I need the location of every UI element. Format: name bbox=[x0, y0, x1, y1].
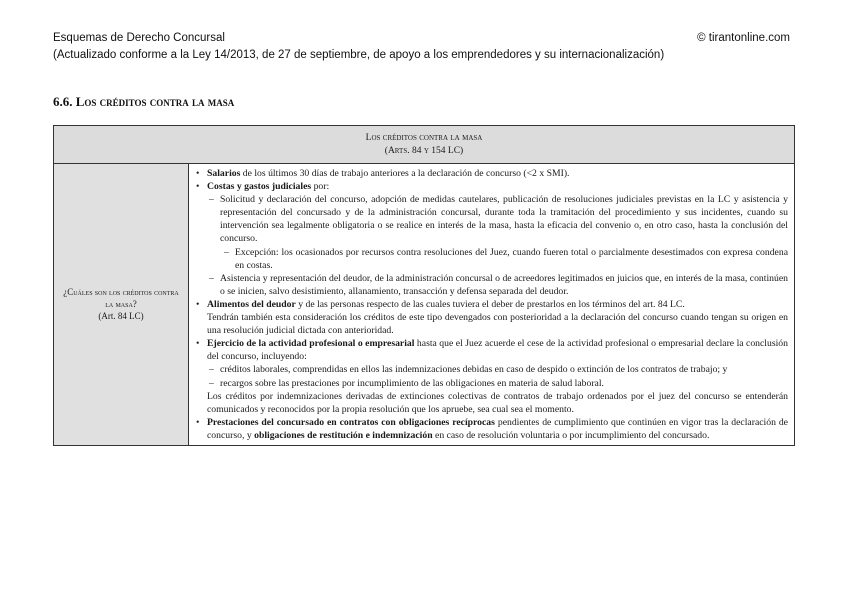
document-title: Esquemas de Derecho Concursal bbox=[53, 32, 225, 44]
item-costas: • Costas y gastos judiciales por: bbox=[195, 180, 788, 193]
table-header bbox=[54, 126, 795, 164]
copyright-notice: © tirantonline.com bbox=[697, 32, 790, 44]
alimentos-paragraph: Tendrán también esta consideración los créditos de este tipo devengados con posterioridad a la declaración del concurso cuando tengan su origen en una resolución judicial dictada con anterioridad. bbox=[207, 312, 788, 337]
row-content bbox=[189, 164, 795, 446]
item-alimentos: • Alimentos del deudor y de las personas respecto de las cuales tuviera el deber de prestarlos en los términos del art. 84 LC. bbox=[195, 298, 788, 311]
document-subtitle: (Actualizado conforme a la Ley 14/2013, de 27 de septiembre, de apoyo a los emprendedores y su internacionalización) bbox=[53, 49, 665, 61]
item-salarios: • Salarios de los últimos 30 días de trabajo anteriores a la declaración de concurso (<2 x SMI). bbox=[195, 167, 788, 180]
row-label-article: (Art. 84 LC) bbox=[98, 311, 144, 322]
table-header-title: Los créditos contra la masa bbox=[365, 133, 483, 143]
row-label-question: ¿Cuáles son los créditos contra la masa? bbox=[63, 287, 179, 310]
credits-table bbox=[53, 125, 795, 446]
costas-sub-solicitud: – Solicitud y declaración del concurso, adopción de medidas cautelares, publicación de resoluciones judiciales previstas en la LC y asistencia y representación del concursado y de la administración concursal, durante toda la tramitación del procedimiento y sus incidentes, cuando su intervención sea legalmente obligatoria o se realice en interés de la masa, hasta la eficacia del convenio o, en otro caso, hasta la conclusión del concurso. bbox=[195, 193, 788, 245]
item-ejercicio: • Ejercicio de la actividad profesional o empresarial hasta que el Juez acuerde el cese de la actividad profesional o empresarial declare la conclusión del concurso, incluyendo: bbox=[195, 337, 788, 363]
ejercicio-sub-laborales: – créditos laborales, comprendidas en ellos las indemnizaciones debidas en caso de despido o extinción de los contratos de trabajo; y bbox=[195, 363, 788, 376]
item-prestaciones: • Prestaciones del concursado en contratos con obligaciones recíprocas pendientes de cumplimiento que continúen en vigor tras la declaración de concurso, y obligaciones de restitución e indemnización en caso de resolución voluntaria o por incumplimiento del concursado. bbox=[195, 416, 788, 442]
section-title: 6.6. Los créditos contra la masa bbox=[53, 94, 235, 109]
costas-sub-asistencia: – Asistencia y representación del deudor, de la administración concursal o de acreedores legitimados en juicios que, en interés de la masa, continúen o se inicien, salvo desistimiento, allanamiento, transacción y defensa separada del deudor. bbox=[195, 272, 788, 298]
costas-sub-excepcion: – Excepción: los ocasionados por recursos contra resoluciones del Juez, cuando fueren total o parcialmente desestimados con expresa condena en costas. bbox=[195, 246, 788, 272]
row-label bbox=[54, 164, 189, 446]
table-header-articles: (Arts. 84 y 154 LC) bbox=[384, 146, 464, 156]
ejercicio-paragraph: Los créditos por indemnizaciones derivadas de extinciones colectivas de contratos de trabajo ordenados por el juez del concurso se entenderán comunicados y reconocidos por la propia resolución que los apruebe, sea cual sea el momento. bbox=[207, 390, 788, 415]
ejercicio-sub-recargos: – recargos sobre las prestaciones por incumplimiento de las obligaciones en materia de salud laboral. bbox=[195, 377, 788, 390]
